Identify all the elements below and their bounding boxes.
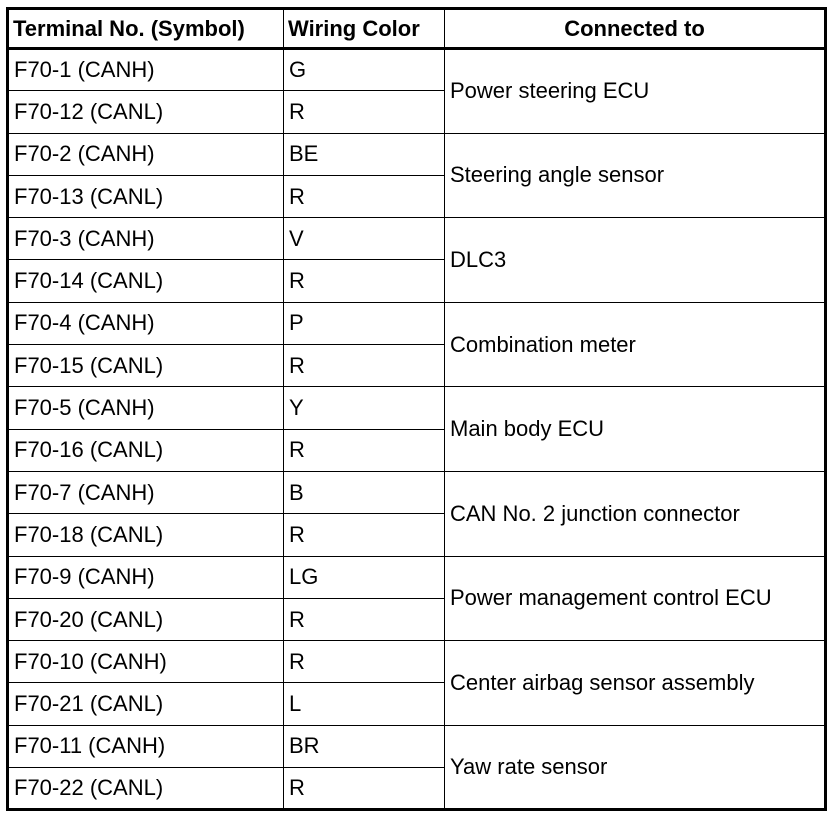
terminal-cell: F70-20 (CANL) xyxy=(8,598,284,640)
table-row xyxy=(8,471,826,513)
connected-to-cell: Center airbag sensor assembly xyxy=(445,641,826,726)
wiring-color-cell: R xyxy=(284,768,445,810)
wiring-color-cell: R xyxy=(284,514,445,556)
table-row xyxy=(8,49,826,91)
table-row xyxy=(8,641,826,683)
wiring-color-cell: B xyxy=(284,471,445,513)
table-body xyxy=(8,49,826,810)
connected-to-cell: Steering angle sensor xyxy=(445,133,826,218)
terminal-cell: F70-3 (CANH) xyxy=(8,218,284,260)
terminal-wiring-table-container xyxy=(6,7,827,811)
header-connected-to: Connected to xyxy=(445,9,826,49)
terminal-cell: F70-18 (CANL) xyxy=(8,514,284,556)
terminal-cell: F70-9 (CANH) xyxy=(8,556,284,598)
connected-to-cell: Power steering ECU xyxy=(445,49,826,134)
terminal-wiring-table xyxy=(6,7,827,811)
table-row xyxy=(8,133,826,175)
wiring-color-cell: R xyxy=(284,175,445,217)
connected-to-cell: CAN No. 2 junction connector xyxy=(445,471,826,556)
terminal-cell: F70-21 (CANL) xyxy=(8,683,284,725)
connected-to-cell: Combination meter xyxy=(445,302,826,387)
connected-to-cell: Yaw rate sensor xyxy=(445,725,826,810)
connected-to-cell: DLC3 xyxy=(445,218,826,303)
terminal-cell: F70-4 (CANH) xyxy=(8,302,284,344)
wiring-color-cell: LG xyxy=(284,556,445,598)
table-row xyxy=(8,556,826,598)
wiring-color-cell: P xyxy=(284,302,445,344)
wiring-color-cell: V xyxy=(284,218,445,260)
connected-to-cell: Power management control ECU xyxy=(445,556,826,641)
wiring-color-cell: Y xyxy=(284,387,445,429)
table-row xyxy=(8,302,826,344)
terminal-cell: F70-13 (CANL) xyxy=(8,175,284,217)
header-terminal-no: Terminal No. (Symbol) xyxy=(8,9,284,49)
wiring-color-cell: BR xyxy=(284,725,445,767)
wiring-color-cell: BE xyxy=(284,133,445,175)
table-row xyxy=(8,387,826,429)
terminal-cell: F70-1 (CANH) xyxy=(8,49,284,91)
table-header-row xyxy=(8,9,826,49)
header-wiring-color: Wiring Color xyxy=(284,9,445,49)
wiring-color-cell: G xyxy=(284,49,445,91)
terminal-cell: F70-14 (CANL) xyxy=(8,260,284,302)
table-row xyxy=(8,218,826,260)
terminal-cell: F70-11 (CANH) xyxy=(8,725,284,767)
wiring-color-cell: R xyxy=(284,641,445,683)
wiring-color-cell: R xyxy=(284,345,445,387)
terminal-cell: F70-16 (CANL) xyxy=(8,429,284,471)
terminal-cell: F70-15 (CANL) xyxy=(8,345,284,387)
wiring-color-cell: R xyxy=(284,260,445,302)
connected-to-cell: Main body ECU xyxy=(445,387,826,472)
terminal-cell: F70-10 (CANH) xyxy=(8,641,284,683)
terminal-cell: F70-12 (CANL) xyxy=(8,91,284,133)
wiring-color-cell: R xyxy=(284,91,445,133)
terminal-cell: F70-7 (CANH) xyxy=(8,471,284,513)
table-row xyxy=(8,725,826,767)
wiring-color-cell: R xyxy=(284,429,445,471)
wiring-color-cell: L xyxy=(284,683,445,725)
terminal-cell: F70-5 (CANH) xyxy=(8,387,284,429)
wiring-color-cell: R xyxy=(284,598,445,640)
terminal-cell: F70-2 (CANH) xyxy=(8,133,284,175)
terminal-cell: F70-22 (CANL) xyxy=(8,768,284,810)
